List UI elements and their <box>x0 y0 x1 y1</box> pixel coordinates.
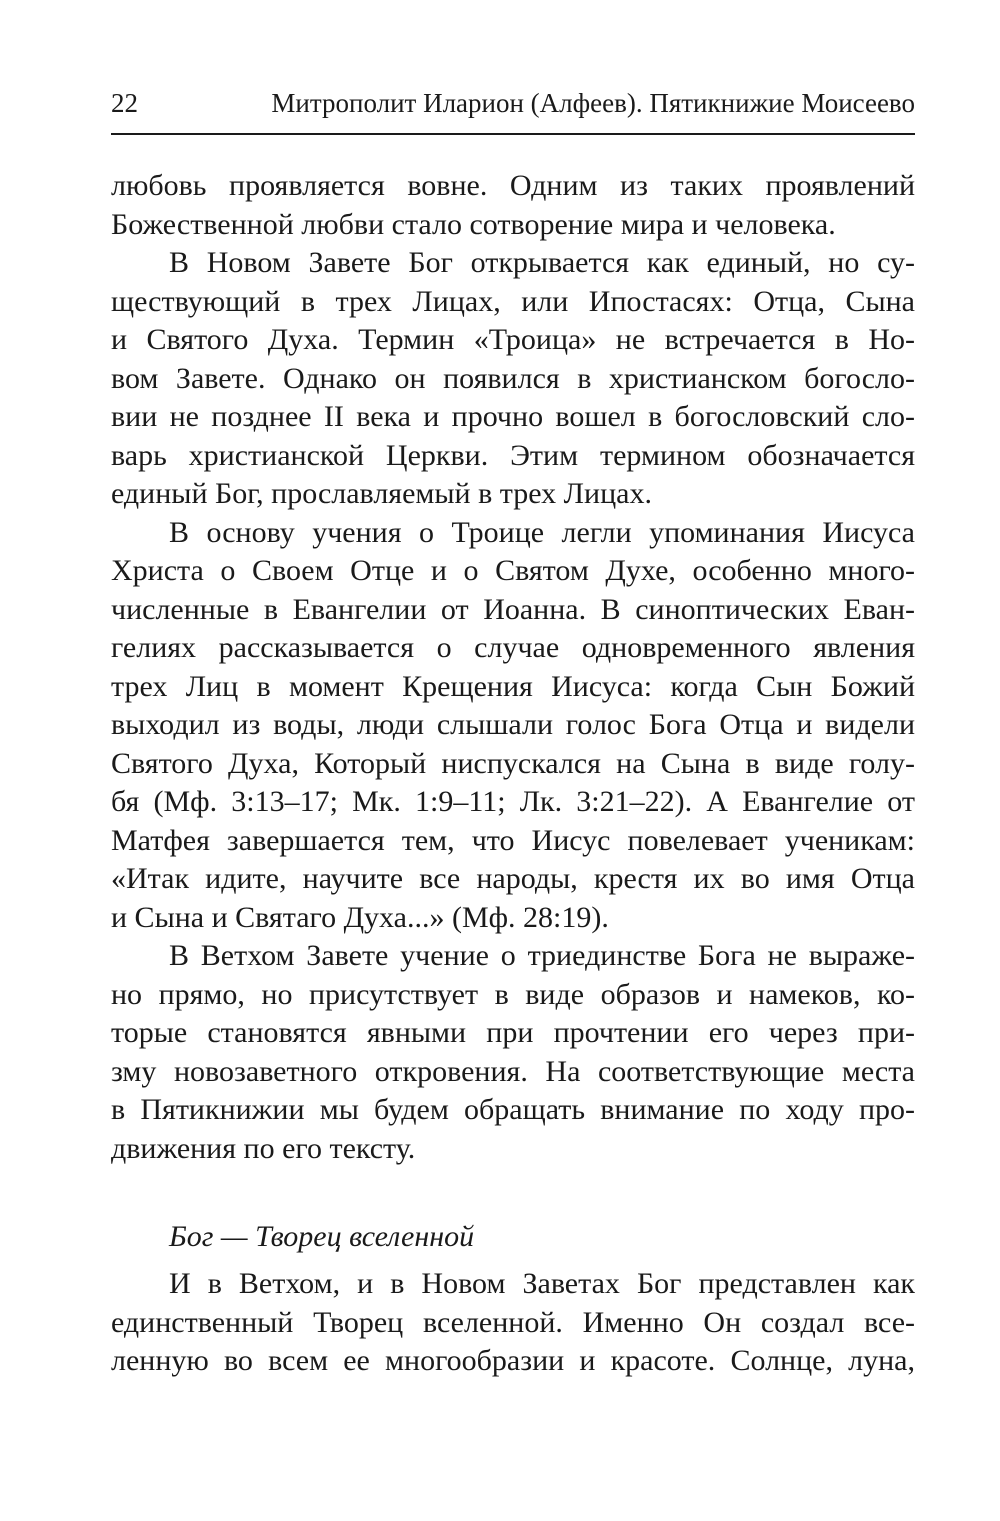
text-line: Матфея завершается тем, что Иисус повелевает ученикам: <box>111 823 915 857</box>
text-line: ществующий в трех Лицах, или Ипостасях: Отца, Сына <box>111 284 915 318</box>
text-line: любовь проявляется вовне. Одним из таких проявлений <box>111 169 915 202</box>
text-line: гелиях рассказывается о случае одновременного явления <box>111 631 915 664</box>
text-line: ленную во всем ее многообразии и красоте. Солнце, луна, <box>111 1344 915 1377</box>
text-line: и Сына и Святаго Духа...» (Мф. 28:19). <box>111 900 609 934</box>
text-line: но прямо, но присутствует в виде образов и намеков, ко- <box>111 977 915 1011</box>
text-line: зму новозаветного откровения. На соответствующие места <box>111 1054 915 1088</box>
section-heading: Бог — Творец вселенной <box>169 1220 475 1253</box>
text-line: движения по его тексту. <box>111 1131 416 1165</box>
text-line: «Итак идите, научите все народы, крестя их во имя Отца <box>111 862 915 895</box>
text-line: торые становятся явными при прочтении его через при- <box>111 1016 915 1049</box>
text-line: Христа о Своем Отце и о Святом Духе, особенно много- <box>111 554 915 587</box>
page-number: 22 <box>111 88 138 118</box>
text-line: выходил из воды, люди слышали голос Бога Отца и видели <box>111 708 915 741</box>
section-body-text <box>111 1265 915 1381</box>
text-line: единый Бог, прославляемый в трех Лицах. <box>111 477 652 510</box>
text-line: и Святого Духа. Термин «Троица» не встречается в Но- <box>111 323 915 356</box>
text-line: в Пятикнижии мы будем обращать внимание по ходу про- <box>111 1093 915 1126</box>
text-line: вии не позднее II века и прочно вошел в богословский сло- <box>111 400 915 433</box>
text-line: В основу учения о Троице легли упоминания Иисуса <box>169 515 915 549</box>
body-text <box>111 167 915 1168</box>
text-line: вом Завете. Однако он появился в христианском богосло- <box>111 361 915 395</box>
text-line: Божественной любви стало сотворение мира и человека. <box>111 207 836 241</box>
text-line: Святого Духа, Который ниспускался на Сына в виде голу- <box>111 746 915 780</box>
text-line: трех Лиц в момент Крещения Иисуса: когда Сын Божий <box>111 669 915 703</box>
text-line: численные в Евангелии от Иоанна. В синоптических Еван- <box>111 592 915 626</box>
header-rule <box>111 133 915 135</box>
text-line: И в Ветхом, и в Новом Заветах Бог представлен как <box>169 1267 915 1300</box>
text-line: В Новом Завете Бог открывается как единый, но су- <box>169 246 915 279</box>
running-header <box>111 83 915 123</box>
text-line: бя (Мф. 3:13–17; Мк. 1:9–11; Лк. 3:21–22). А Евангелие от <box>111 785 915 818</box>
text-line: варь христианской Церкви. Этим термином обозначается <box>111 438 915 472</box>
text-line: В Ветхом Завете учение о триединстве Бога не выраже- <box>169 939 915 972</box>
running-title: Митрополит Иларион (Алфеев). Пятикнижие Моисеево <box>271 88 915 118</box>
text-line: единственный Творец вселенной. Именно Он создал все- <box>111 1305 915 1339</box>
